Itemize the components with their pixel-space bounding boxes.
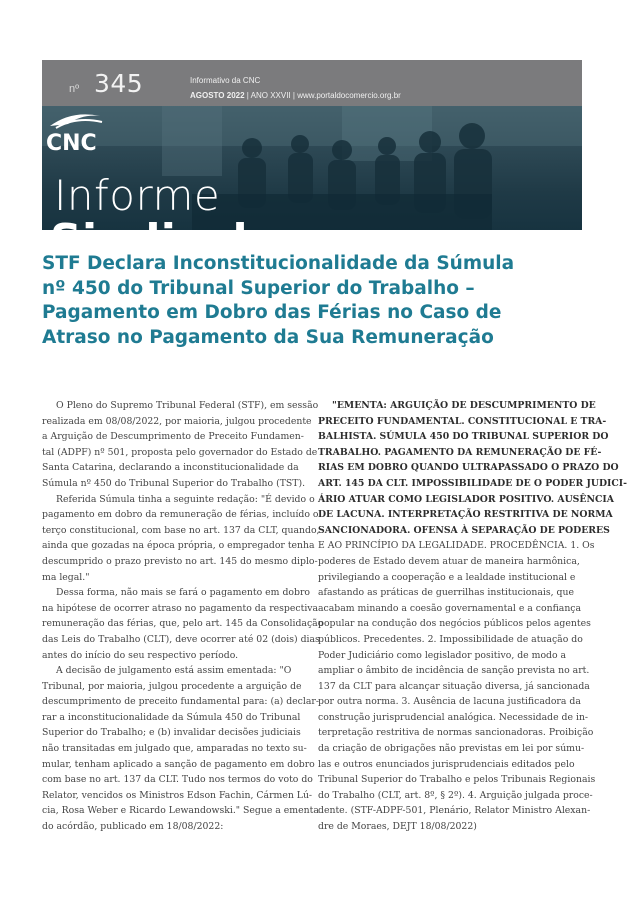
text-line: A decisão de julgamento está assim ementada: "O [56, 665, 292, 677]
text-line: Superior do Trabalho; e (b) invalidar decisões judiciais [42, 727, 301, 739]
website-link[interactable]: www.portaldocomercio.org.br [297, 91, 401, 100]
text-line: dre de Moraes, DEJT 18/08/2022) [318, 821, 477, 833]
text-line: 137 da CLT para alcançar situação diversa, já sancionada [318, 680, 590, 692]
text-line: descumprido o prazo previsto no art. 145 do mesmo diplo- [42, 555, 318, 567]
text-line: terpretação restritiva de normas sancionadoras. Proibição [318, 727, 594, 739]
text-line: dente. (STF-ADPF-501, Plenário, Relator Ministro Alexan- [318, 805, 591, 817]
title-informe: Informe [54, 171, 221, 220]
body-column-right [318, 398, 627, 835]
separator: | [246, 91, 249, 100]
text-line: realizada em 08/08/2022, por maioria, julgou procedente [42, 415, 312, 427]
text-line: TRABALHO. PAGAMENTO DA REMUNERAÇÃO DE FÉ- [318, 446, 602, 458]
text-line: ART. 145 DA CLT. IMPOSSIBILIDADE DE O PODER JUDICI- [318, 477, 627, 489]
body-column-left [42, 398, 324, 835]
headline-line: nº 450 do Tribunal Superior do Trabalho – [42, 277, 475, 299]
masthead-strip [42, 60, 582, 106]
text-line: PRECEITO FUNDAMENTAL. CONSTITUCIONAL E TRA- [318, 415, 607, 427]
text-line: SANCIONADORA. OFENSA À SEPARAÇÃO DE PODERES [318, 524, 610, 536]
text-line: Tribunal, por maioria, julgou procedente a arguição de [42, 680, 302, 692]
text-line: las e outros enunciados jurisprudenciais editados pelo [318, 758, 575, 770]
logo-text: CNC [46, 131, 97, 156]
text-line: com base no art. 137 da CLT. Tudo nos termos do voto do [42, 774, 313, 786]
volume: ANO XXVII [250, 91, 291, 100]
text-line: não transitadas em julgado que, amparadas no texto su- [42, 743, 307, 755]
text-line: ampliar o âmbito de incidência de sanção prevista no art. [318, 665, 590, 677]
text-line: na hipótese de ocorrer atraso no pagamento da respectiva [42, 602, 319, 614]
text-line: rar a inconstitucionalidade da Súmula 450 do Tribunal [42, 711, 301, 723]
issue-number: 345 [94, 69, 144, 98]
text-line: Súmula nº 450 do Tribunal Superior do Trabalho (TST). [42, 477, 306, 489]
text-line: BALHISTA. SÚMULA 450 DO TRIBUNAL SUPERIOR DO [318, 431, 609, 443]
publication-info [190, 73, 401, 103]
text-line: Tribunal Superior do Trabalho e pelos Tribunais Regionais [318, 774, 596, 786]
text-line: por outra norma. 3. Ausência de lacuna justificadora da [318, 696, 581, 708]
text-line: do acórdão, publicado em 18/08/2022: [42, 821, 224, 833]
text-line: Dessa forma, não mais se fará o pagamento em dobro [56, 587, 310, 599]
text-line: Relator, vencidos os Ministros Edson Fachin, Cármen Lú- [42, 789, 313, 801]
newsletter-name: Informativo da CNC [190, 76, 261, 85]
text-line: terço constitucional, com base no art. 137 da CLT, quando, [42, 524, 320, 536]
text-line: pagamento em dobro da remuneração de férias, incluído o [42, 509, 319, 521]
text-line: tal (ADPF) nº 501, proposta pelo governador do Estado de [42, 446, 318, 458]
text-line: cia, Rosa Weber e Ricardo Lewandowski." Segue a ementa [42, 805, 319, 817]
text-line: Referida Súmula tinha a seguinte redação: "É devido o [56, 493, 315, 505]
text-line: Santa Catarina, declarando a inconstitucionalidade da [42, 462, 299, 474]
text-line: da criação de obrigações não previstas em lei por súmu- [318, 743, 585, 755]
article-headline [42, 252, 582, 350]
issue-date: AGOSTO 2022 [190, 91, 245, 100]
text-line: privilegiando a cooperação e a lealdade institucional e [318, 571, 576, 583]
text-line: remuneração das férias, que, pelo art. 145 da Consolidação [42, 618, 324, 630]
logo-subtitle: Sesc Senac [490, 237, 541, 247]
separator: | [292, 91, 295, 100]
text-line: antes do início do seu respectivo período. [42, 649, 239, 661]
title-sindical: Sindical [50, 215, 248, 266]
headline-line: Atraso no Pagamento da Sua Remuneração [42, 326, 494, 348]
text-line: poderes de Estado devem atuar de maneira harmônica, [318, 555, 580, 567]
text-line: ainda que gozadas na época própria, o empregador tenha [42, 540, 315, 552]
text-line: acabam minando a coesão governamental e a confiança [318, 602, 582, 614]
headline-line: STF Declara Inconstitucionalidade da Súmula [42, 253, 515, 274]
text-line: mular, tenham aplicado a sanção de pagamento em dobro [42, 758, 315, 770]
text-line: a Arguição de Descumprimento de Preceito Fundamen- [42, 431, 304, 443]
headline-line: Pagamento em Dobro das Férias no Caso de [42, 302, 502, 323]
issue-prefix: nº [69, 83, 80, 95]
text-line: popular na condução dos negócios públicos pelos agentes [318, 618, 591, 630]
text-line: DE LACUNA. INTERPRETAÇÃO RESTRITIVA DE NORMA [318, 509, 613, 521]
text-line: O Pleno do Supremo Tribunal Federal (STF), em sessão [56, 400, 319, 411]
text-line: Poder Judiciário como legislador positivo, de modo a [318, 649, 567, 661]
text-line: "EMENTA: ARGUIÇÃO DE DESCUMPRIMENTO DE [332, 400, 596, 411]
text-line: ÁRIO ATUAR COMO LEGISLADOR POSITIVO. AUSÊNCIA [318, 493, 614, 505]
text-line: RIAS EM DOBRO QUANDO ULTRAPASSADO O PRAZO DO [318, 462, 619, 474]
text-line: construção jurisprudencial analógica. Necessidade de in- [318, 711, 589, 723]
text-line: do Trabalho (CLT, art. 8º, § 2º). 4. Arguição julgada proce- [318, 789, 593, 801]
cnc-logo-icon [42, 106, 112, 166]
text-line: E AO PRINCÍPIO DA LEGALIDADE. PROCEDÊNCIA. 1. Os [318, 540, 595, 552]
text-line: das Leis do Trabalho (CLT), deve ocorrer até 02 (dois) dias [42, 633, 320, 645]
text-line: descumprimento de preceito fundamental para: (a) declar- [42, 696, 319, 708]
text-line: afastando as práticas de guerrilhas institucionais, que [318, 587, 574, 599]
text-line: ma legal." [42, 571, 90, 583]
text-line: públicos. Precedentes. 2. Impossibilidade de atuação do [318, 633, 583, 645]
publication-line [190, 88, 401, 103]
